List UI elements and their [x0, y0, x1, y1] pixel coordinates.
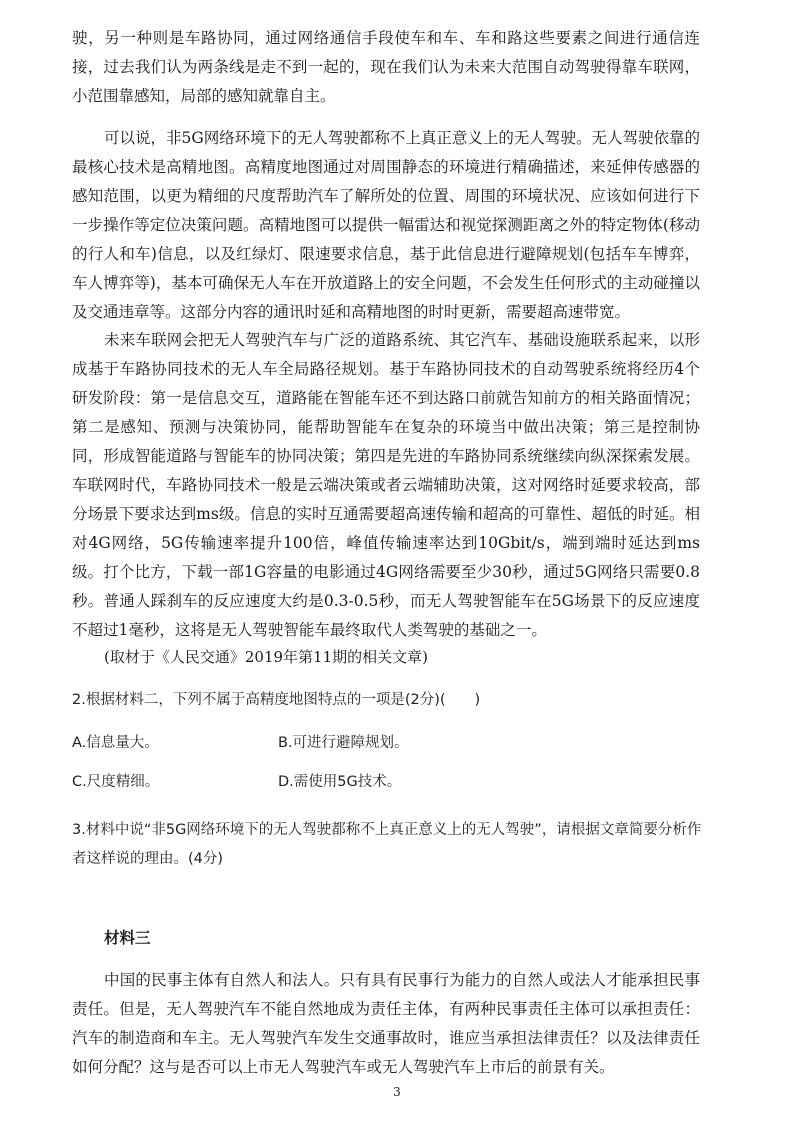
page-number: 3	[393, 1085, 401, 1099]
paragraph-vehicle-network: 未来车联网会把无人驾驶汽车与广泛的道路系统、其它汽车、基础设施联系起来，以形成基于车路协同技术的无人车全局路径规划。基于车路协同技术的自动驾驶系统将经历4个研发阶段：第一是信息交互，道路能在智能车还不到达路口前就告知前方的相关路面情况；第二是感知、预测与决策协同，能帮助智能车在复杂的环境当中做出决策；第三是控制协同，形成智能道路与智能车的协同决策；第四是先进的车路协同系统继续向纵深探索发展。车联网时代，车路协同技术一般是云端决策或者云端辅助决策，这对网络时延要求较高，部分场景下要求达到ms级。信息的实时互通需要超高速传输和超高的可靠性、超低的时延。相对4G网络，5G传输速率提升100倍，峰值传输速率达到10Gbit/s，端到端时延达到ms级。打个比方，下载一部1G容量的电影通过4G网络需要至少30秒，通过5G网络只需要0.8秒。普通人踩刹车的反应速度大约是0.3-0.5秒，而无人驾驶智能车在5G场景下的反应速度不超过1毫秒，这将是无人驾驶智能车最终取代人类驾驶的基础之一。	[72, 331, 700, 639]
paragraph-continued: 驶，另一种则是车路协同，通过网络通信手段使车和车、车和路这些要素之间进行通信连接，过去我们认为两条线是走不到一起的，现在我们认为未来大范围自动驾驶得靠车联网，小范围靠感知，局部的感知就靠自主。	[72, 29, 700, 105]
material-3-paragraph: 中国的民事主体有自然人和法人。只有具有民事行为能力的自然人或法人才能承担民事责任。但是，无人驾驶汽车不能自然地成为责任主体，有两种民事责任主体可以承担责任：汽车的制造商和车主。无人驾驶汽车发生交通事故时，谁应当承担法律责任？以及法律责任如何分配？这与是否可以上市无人驾驶汽车或无人驾驶汽车上市后的前景有关。	[72, 971, 700, 1076]
question-2-option-d: D.需使用5G技术。	[278, 774, 402, 790]
question-3-stem: 3.材料中说“非5G网络环境下的无人驾驶都称不上真正意义上的无人驾驶”，请根据文章简要分析作者这样说的理由。(4分)	[72, 822, 702, 867]
question-2-option-a: A.信息量大。	[72, 735, 159, 751]
paragraph-hd-map: 可以说，非5G网络环境下的无人驾驶都称不上真正意义上的无人驾驶。无人驾驶依靠的最核心技术是高精地图。高精度地图通过对周围静态的环境进行精确描述，来延伸传感器的感知范围，以更为精细的尺度帮助汽车了解所处的位置、周围的环境状况、应该如何进行下一步操作等定位决策问题。高精地图可以提供一幅雷达和视觉探测距离之外的特定物体(移动的行人和车)信息，以及红绿灯、限速要求信息，基于此信息进行避障规划(包括车车博弈，车人博弈等)，基本可确保无人车在开放道路上的安全问题，不会发生任何形式的主动碰撞以及交通违章等。这部分内容的通讯时延和高精地图的时时更新，需要超高速带宽。	[72, 129, 700, 321]
source-citation: (取材于《人民交通》2019年第11期的相关文章)	[104, 648, 428, 666]
question-2-stem: 2.根据材料二，下列不属于高精度地图特点的一项是(2分)( )	[72, 692, 481, 708]
material-3-heading: 材料三	[104, 928, 151, 947]
question-2-option-c: C.尺度精细。	[72, 774, 160, 790]
question-2-option-b: B.可进行避障规划。	[278, 735, 409, 751]
